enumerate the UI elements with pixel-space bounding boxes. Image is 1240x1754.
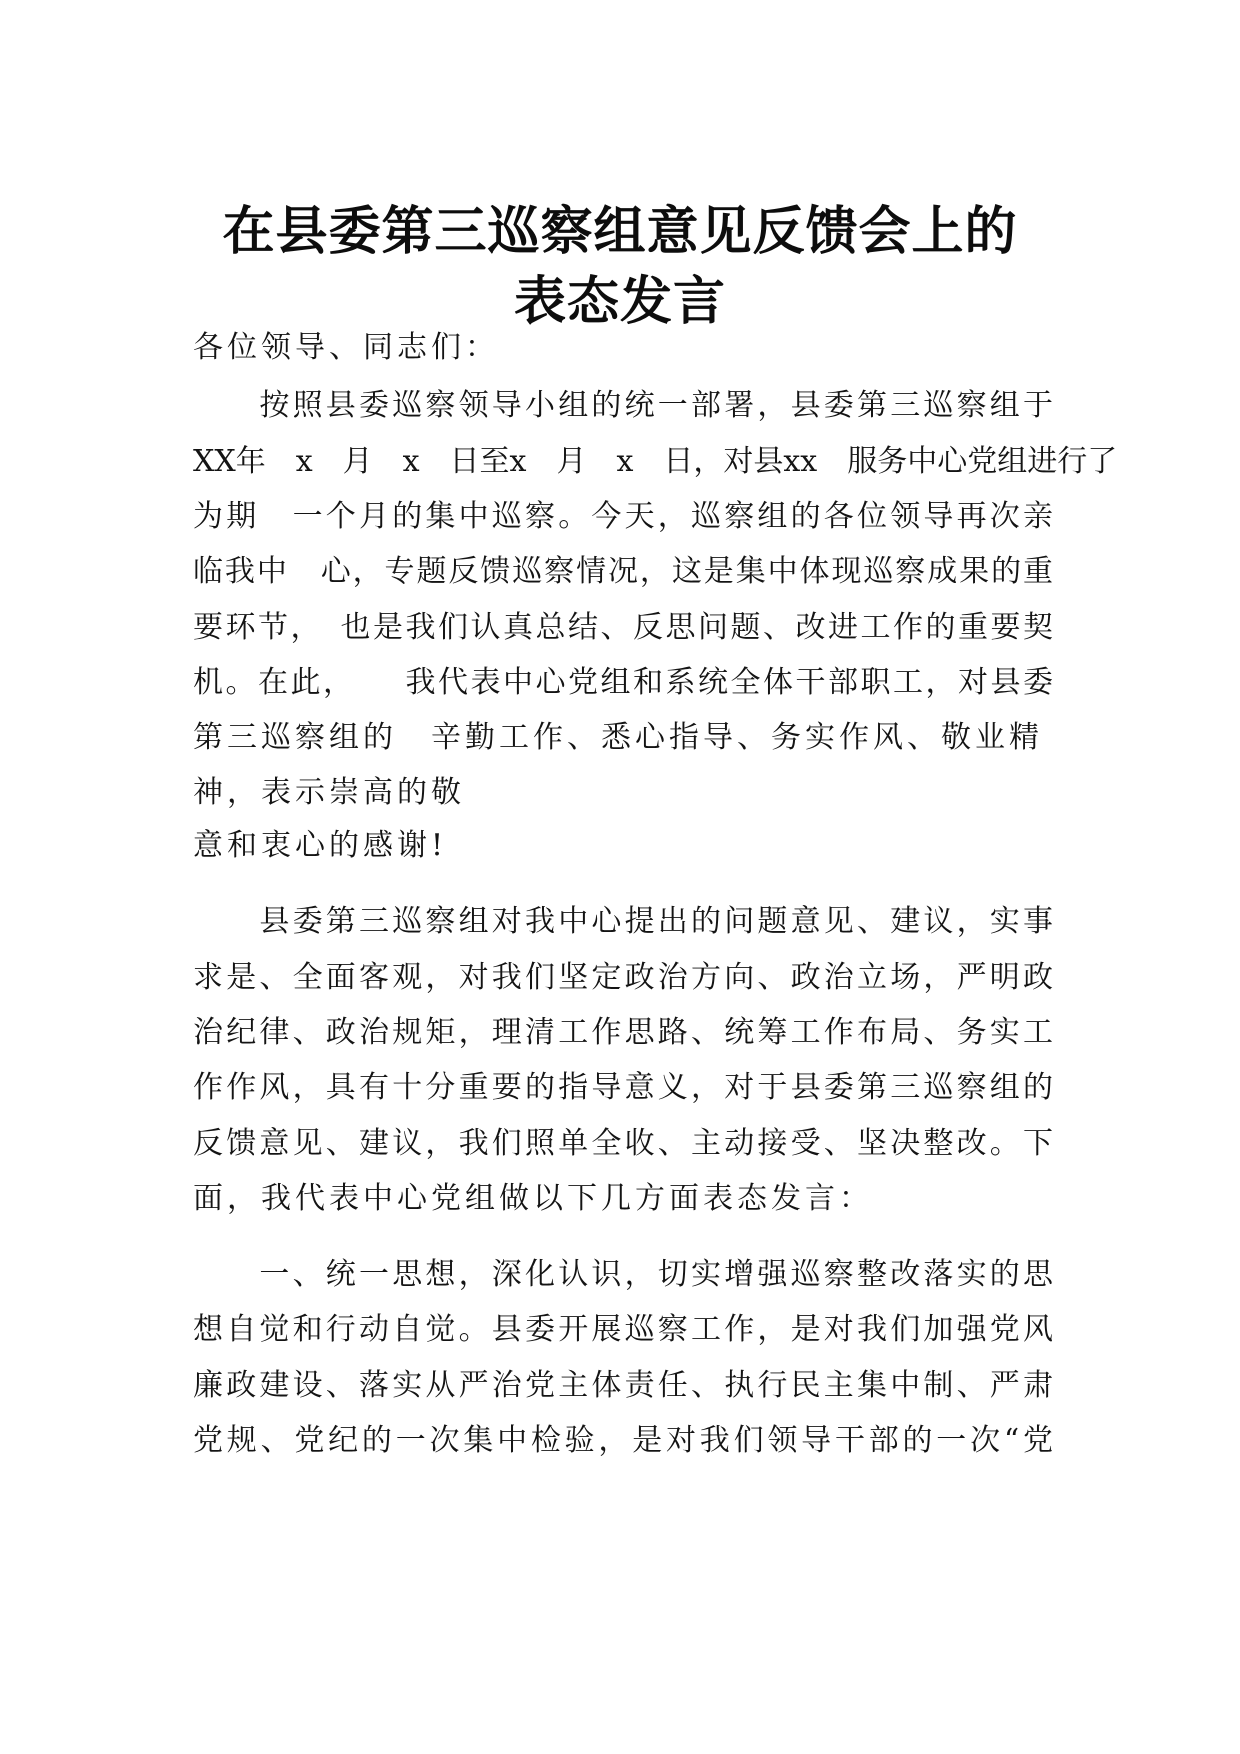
body-line: 面，我代表中心党组做以下几方面表态发言： xyxy=(193,1181,873,1216)
body-line: XX年 x 月 x 日至x 月 x 日，对县xx 服务中心党组进行了 xyxy=(193,444,1118,479)
body-line: 反馈意见、建议，我们照单全收、主动接受、坚决整改。下 xyxy=(193,1126,1053,1161)
body-line: 求是、全面客观，对我们坚定政治方向、政治立场，严明政 xyxy=(193,960,1053,995)
body-line: 要环节， 也是我们认真总结、反思问题、改进工作的重要契 xyxy=(193,610,1053,645)
body-line: 一、统一思想，深化认识，切实增强巡察整改落实的思 xyxy=(193,1257,1053,1292)
body-line: 想自觉和行动自觉。县委开展巡察工作，是对我们加强党风 xyxy=(193,1312,1053,1347)
body-line: 按照县委巡察领导小组的统一部署，县委第三巡察组于 xyxy=(193,388,1053,423)
salutation: 各位领导、同志们： xyxy=(193,330,499,365)
body-line: 为期 一个月的集中巡察。今天，巡察组的各位领导再次亲 xyxy=(193,499,1053,534)
document-title-line-1: 在县委第三巡察组意见反馈会上的 xyxy=(222,202,1018,262)
body-line: 廉政建设、落实从严治党主体责任、执行民主集中制、严肃 xyxy=(193,1368,1053,1403)
body-line: 党规、党纪的一次集中检验，是对我们领导干部的一次“党 xyxy=(193,1423,1053,1458)
body-line: 作作风，具有十分重要的指导意义，对于县委第三巡察组的 xyxy=(193,1070,1053,1105)
body-line: 机。在此， 我代表中心党组和系统全体干部职工，对县委 xyxy=(193,665,1053,700)
body-line: 神，表示崇高的敬 xyxy=(193,775,465,810)
document-title-line-2: 表态发言 xyxy=(513,272,726,332)
body-line: 第三巡察组的 辛勤工作、悉心指导、务实作风、敬业精 xyxy=(193,720,1043,755)
body-line: 县委第三巡察组对我中心提出的问题意见、建议，实事 xyxy=(193,904,1053,939)
body-line: 治纪律、政治规矩，理清工作思路、统筹工作布局、务实工 xyxy=(193,1015,1053,1050)
body-line: 临我中 心，专题反馈巡察情况，这是集中体现巡察成果的重 xyxy=(193,554,1053,589)
body-line: 意和衷心的感谢! xyxy=(193,828,448,863)
